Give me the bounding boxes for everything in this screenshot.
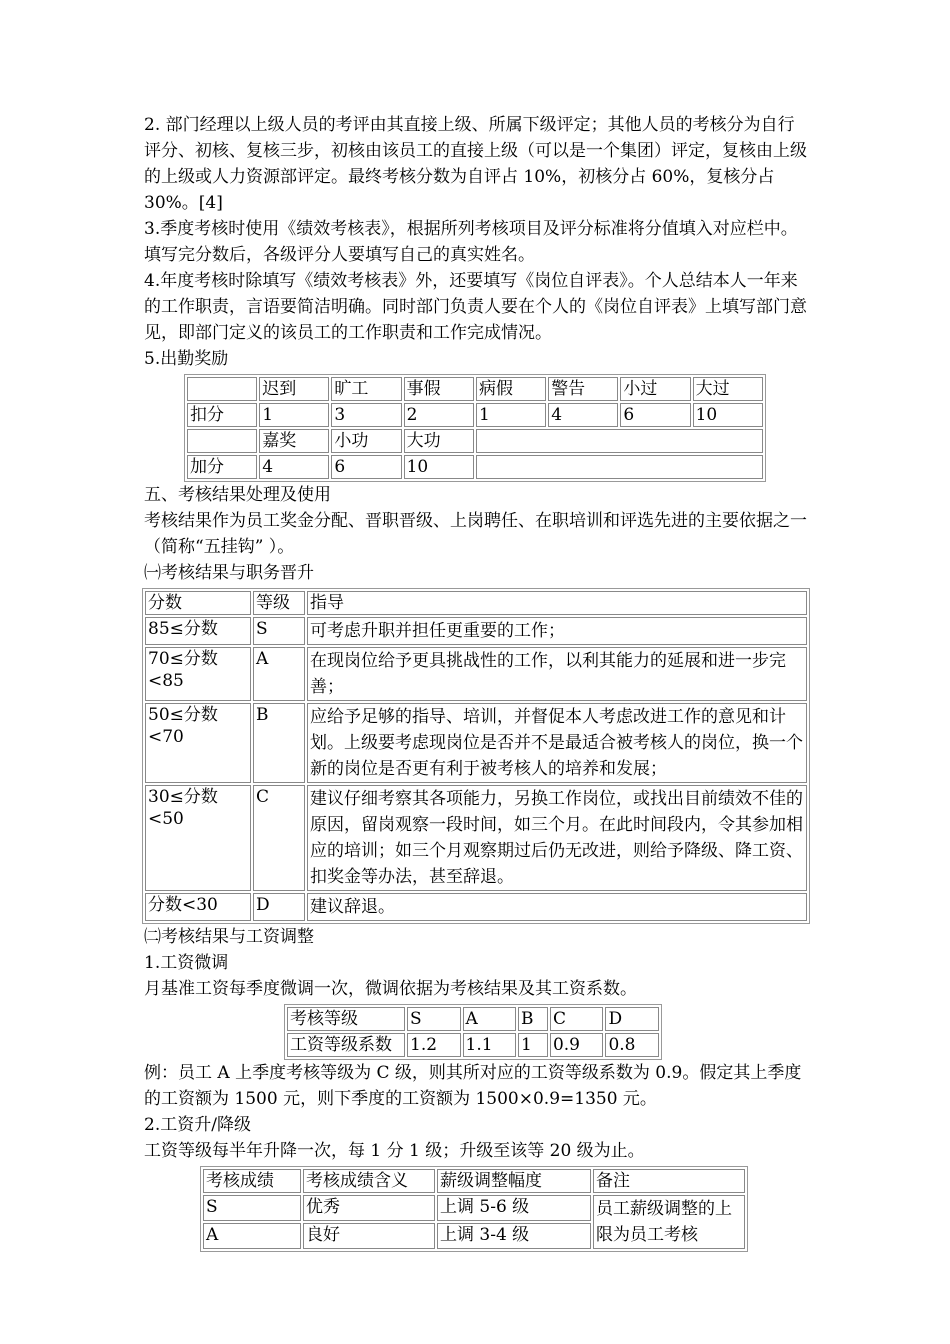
subsection-2-2-heading: 2.工资升/降级 (144, 1115, 251, 1135)
table-cell: 可考虑升职并担任更重要的工作； (307, 617, 807, 645)
table-header-cell: 薪级调整幅度 (437, 1169, 591, 1193)
table-row (145, 647, 807, 701)
subsection-2-1-text: 月基准工资每季度微调一次，微调依据为考核结果及其工资系数。 (144, 979, 637, 999)
promotion-table (142, 588, 810, 924)
table-cell: 1 (476, 403, 546, 427)
subsection-2-heading: ㈡考核结果与工资调整 (144, 927, 314, 947)
table-cell (187, 377, 257, 401)
table-cell: 10 (404, 455, 474, 479)
table-cell: S (253, 617, 305, 645)
table-row (145, 591, 807, 615)
section-5-text: 考核结果作为员工奖金分配、晋职晋级、上岗聘任、在职培训和评选先进的主要依据之一（简称“五挂钩” ）。 (144, 511, 807, 557)
table-header-cell: 指导 (307, 591, 807, 615)
table-cell: 1.2 (407, 1033, 461, 1057)
table-cell: A (463, 1007, 517, 1031)
table-cell: 小过 (620, 377, 690, 401)
table-cell: 病假 (476, 377, 546, 401)
example-text: 例：员工 A 上季度考核等级为 C 级，则其所对应的工资等级系数为 0.9。假定其上季度的工资额为 1500 元，则下季度的工资额为 1500×0.9=1350 元。 (144, 1063, 802, 1109)
table-row (287, 1007, 659, 1031)
table-cell: 扣分 (187, 403, 257, 427)
table-row (203, 1169, 745, 1193)
table-cell: 良好 (303, 1223, 435, 1249)
table-header-cell: 等级 (253, 591, 305, 615)
table-cell: 迟到 (259, 377, 329, 401)
table-cell: S (407, 1007, 461, 1031)
table-cell: 警告 (548, 377, 618, 401)
table-cell: 应给予足够的指导、培训，并督促本人考虑改进工作的意见和计划。上级要考虑现岗位是否并不是最适合被考核人的岗位，换一个新的岗位是否更有利于被考核人的培养和发展； (307, 703, 807, 783)
table-row (187, 455, 763, 479)
table-cell: 1 (518, 1033, 548, 1057)
table-cell: 3 (331, 403, 401, 427)
table-cell: 70≤分数<85 (145, 647, 251, 701)
table-cell: 大过 (693, 377, 763, 401)
table-header-cell: 备注 (593, 1169, 745, 1193)
table-header-cell: 考核成绩含义 (303, 1169, 435, 1193)
table-cell-note: 员工薪级调整的上限为员工考核 (593, 1195, 745, 1249)
table-row (145, 617, 807, 645)
table-cell: 6 (620, 403, 690, 427)
table-cell (187, 429, 257, 453)
table-cell: 事假 (404, 377, 474, 401)
table-cell: 1 (259, 403, 329, 427)
table-header-cell: 考核成绩 (203, 1169, 301, 1193)
table-cell: 30≤分数<50 (145, 785, 251, 891)
paragraph-2: 2. 部门经理以上级人员的考评由其直接上级、所属下级评定；其他人员的考核分为自行评分、初核、复核三步，初核由该员工的直接上级（可以是一个集团）评定，复核由上级的上级或人力资源部评定。最终考核分数为自评占 10%，初核分占 60%，复核分占 30%。[4] (144, 115, 807, 213)
table-row (187, 429, 763, 453)
subsection-1-heading: ㈠考核结果与职务晋升 (144, 563, 314, 583)
table-row (145, 703, 807, 783)
attendance-table (184, 374, 766, 482)
table-cell: 加分 (187, 455, 257, 479)
table-cell (476, 455, 763, 479)
table-cell: 建议仔细考察其各项能力，另换工作岗位，或找出目前绩效不佳的原因，留岗观察一段时间，如三个月。在此时间段内，令其参加相应的培训；如三个月观察期过后仍无改进，则给予降级、降工资、扣奖金等办法，甚至辞退。 (307, 785, 807, 891)
table-cell: 4 (259, 455, 329, 479)
table-cell: 4 (548, 403, 618, 427)
table-cell: D (253, 893, 305, 921)
table-cell: A (253, 647, 305, 701)
table-cell: 上调 3-4 级 (437, 1223, 591, 1249)
salary-coefficient-table (284, 1004, 662, 1060)
salary-level-table (200, 1166, 748, 1252)
section-5-heading: 五、考核结果处理及使用 (144, 485, 331, 505)
table-cell: 考核等级 (287, 1007, 405, 1031)
table-cell: B (253, 703, 305, 783)
document-page (144, 112, 810, 1252)
table-cell: S (203, 1195, 301, 1221)
table-cell: 6 (331, 455, 401, 479)
table-row (287, 1033, 659, 1057)
table-header-cell: 分数 (145, 591, 251, 615)
table-cell: 0.9 (550, 1033, 604, 1057)
table-cell: C (253, 785, 305, 891)
heading-attendance: 5.出勤奖励 (144, 349, 229, 369)
paragraph-3: 3.季度考核时使用《绩效考核表》，根据所列考核项目及评分标准将分值填入对应栏中。填写完分数后，各级评分人要填写自己的真实姓名。 (144, 219, 798, 265)
table-row (203, 1195, 745, 1221)
table-cell: 工资等级系数 (287, 1033, 405, 1057)
table-row (187, 377, 763, 401)
table-cell: D (605, 1007, 659, 1031)
table-cell: 10 (693, 403, 763, 427)
paragraph-4: 4.年度考核时除填写《绩效考核表》外，还要填写《岗位自评表》。个人总结本人一年来的工作职责，言语要简洁明确。同时部门负责人要在个人的《岗位自评表》上填写部门意见，即部门定义的该员工的工作职责和工作完成情况。 (144, 271, 807, 343)
table-cell: 50≤分数<70 (145, 703, 251, 783)
table-cell: C (550, 1007, 604, 1031)
table-cell: 85≤分数 (145, 617, 251, 645)
subsection-2-2-text: 工资等级每半年升降一次，每 1 分 1 级；升级至该等 20 级为止。 (144, 1141, 645, 1161)
table-cell: 小功 (331, 429, 401, 453)
table-row (187, 403, 763, 427)
table-cell: 在现岗位给予更具挑战性的工作，以利其能力的延展和进一步完善； (307, 647, 807, 701)
table-row (145, 893, 807, 921)
table-cell: 1.1 (463, 1033, 517, 1057)
table-cell: 大功 (404, 429, 474, 453)
table-cell: 嘉奖 (259, 429, 329, 453)
table-cell (476, 429, 763, 453)
table-cell: 2 (404, 403, 474, 427)
table-cell: 旷工 (331, 377, 401, 401)
table-cell: 建议辞退。 (307, 893, 807, 921)
table-cell: B (518, 1007, 548, 1031)
table-cell: 上调 5-6 级 (437, 1195, 591, 1221)
subsection-2-1-heading: 1.工资微调 (144, 953, 229, 973)
table-cell: A (203, 1223, 301, 1249)
table-cell: 分数<30 (145, 893, 251, 921)
table-cell: 0.8 (605, 1033, 659, 1057)
table-cell: 优秀 (303, 1195, 435, 1221)
table-row (145, 785, 807, 891)
